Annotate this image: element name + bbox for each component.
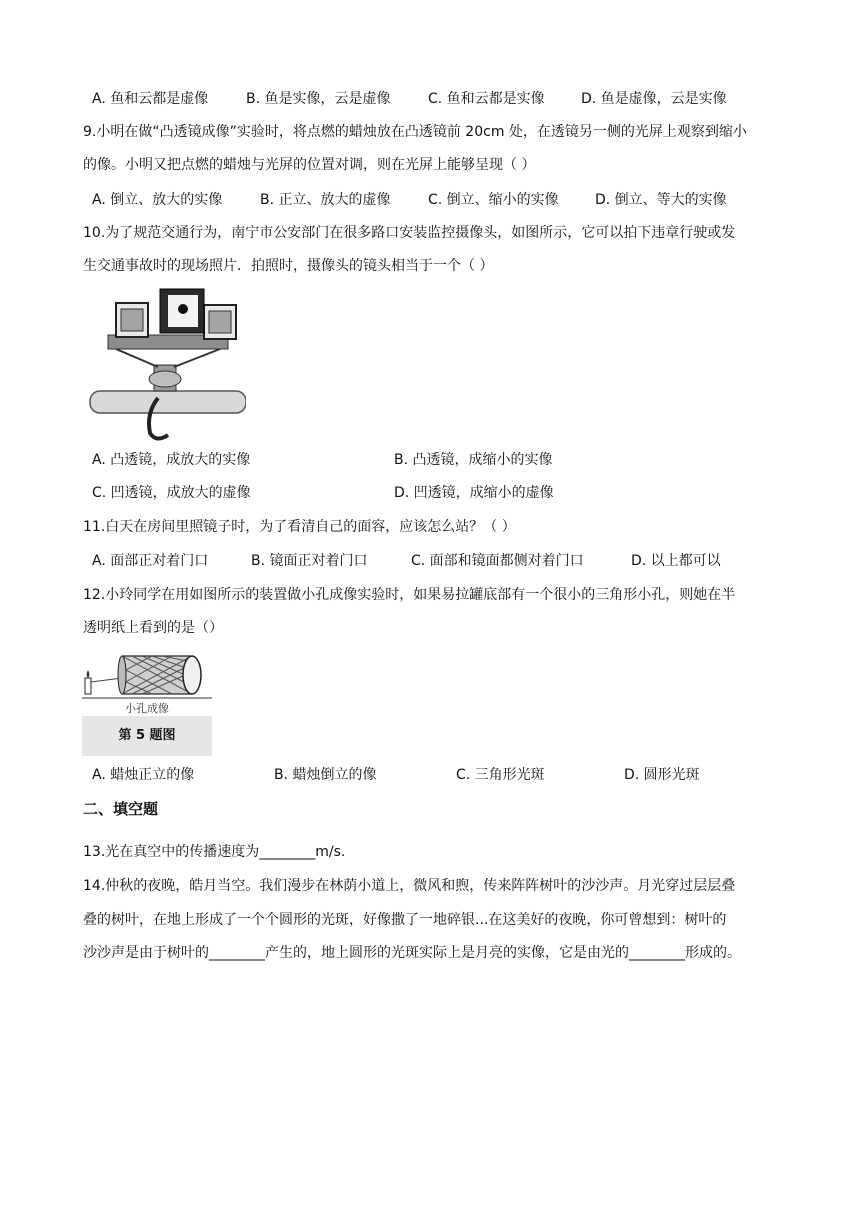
q14-text-line1: 14.仲秋的夜晚，皓月当空。我们漫步在林荫小道上，微风和煦，传来阵阵树叶的沙沙声。月光穿过层层叠: [83, 878, 736, 894]
q10-option-b: B. 凸透镜，成缩小的实像: [394, 452, 553, 468]
q10-option-c: C. 凹透镜，成放大的虚像: [92, 485, 251, 501]
q10-text-line2: 生交通事故时的现场照片．拍照时，摄像头的镜头相当于一个（ ）: [83, 258, 494, 274]
pinhole-figure: [82, 648, 212, 756]
q9-option-d: D. 倒立、等大的实像: [595, 192, 727, 208]
q8-option-d: D. 鱼是虚像，云是实像: [581, 91, 727, 107]
q11-option-d: D. 以上都可以: [631, 553, 721, 569]
q12-text-line1: 12.小玲同学在用如图所示的装置做小孔成像实验时，如果易拉罐底部有一个很小的三角形小孔，则她在半: [83, 587, 736, 603]
q9-option-c: C. 倒立、缩小的实像: [428, 192, 559, 208]
q12-option-a: A. 蜡烛正立的像: [92, 767, 195, 783]
traffic-camera-image: [88, 283, 246, 443]
q10-text-line1: 10.为了规范交通行为，南宁市公安部门在很多路口安装监控摄像头，如图所示，它可以拍下违章行驶或发: [83, 225, 736, 241]
q12-option-c: C. 三角形光斑: [456, 767, 545, 783]
q9-text-line2: 的像。小明又把点燃的蜡烛与光屏的位置对调，则在光屏上能够呈现（ ）: [83, 157, 536, 173]
q8-option-b: B. 鱼是实像，云是虚像: [246, 91, 391, 107]
q9-text-line1: 9.小明在做“凸透镜成像”实验时，将点燃的蜡烛放在凸透镜前 20cm 处，在透镜另一侧的光屏上观察到缩小: [83, 124, 747, 140]
q10-option-a: A. 凸透镜，成放大的实像: [92, 452, 251, 468]
q11-option-b: B. 镜面正对着门口: [251, 553, 368, 569]
figure-caption: 第 5 题图: [82, 716, 212, 756]
q11-text-line1: 11.白天在房间里照镜子时，为了看清自己的面容，应该怎么站？（ ）: [83, 519, 516, 535]
q11-option-a: A. 面部正对着门口: [92, 553, 209, 569]
q12-option-b: B. 蜡烛倒立的像: [274, 767, 377, 783]
q12-text-line2: 透明纸上看到的是（）: [83, 620, 223, 636]
q12-option-d: D. 圆形光斑: [624, 767, 700, 783]
pinhole-figure-label: 小孔成像: [125, 702, 169, 715]
q8-option-a: A. 鱼和云都是虚像: [92, 91, 209, 107]
q9-option-a: A. 倒立、放大的实像: [92, 192, 223, 208]
q9-option-b: B. 正立、放大的虚像: [260, 192, 391, 208]
q14-text-line3: 沙沙声是由于树叶的________产生的，地上圆形的光斑实际上是月亮的实像，它是由光的________形成的。: [83, 945, 741, 961]
q10-option-d: D. 凹透镜，成缩小的虚像: [394, 485, 554, 501]
q14-text-line2: 叠的树叶，在地上形成了一个个圆形的光斑，好像撒了一地碎银...在这美好的夜晚，你可曾想到：树叶的: [83, 912, 727, 928]
section-title: 二、填空题: [83, 800, 159, 818]
q13-text: 13.光在真空中的传播速度为________m/s.: [83, 844, 346, 860]
q11-option-c: C. 面部和镜面都侧对着门口: [411, 553, 584, 569]
q8-option-c: C. 鱼和云都是实像: [428, 91, 545, 107]
